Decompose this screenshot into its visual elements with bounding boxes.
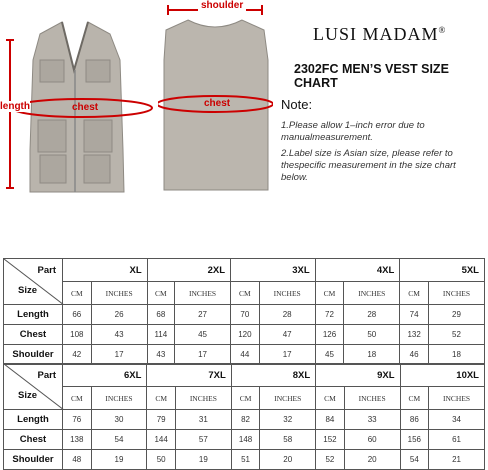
table-cell: 33 xyxy=(344,410,400,430)
table-cell: 17 xyxy=(91,345,147,365)
unit-inches: INCHES xyxy=(428,282,484,305)
table-cell: 21 xyxy=(429,450,485,470)
unit-cm: CM xyxy=(231,387,260,410)
table-row xyxy=(4,305,485,325)
part-label: Part xyxy=(37,370,56,381)
table-cell: 31 xyxy=(175,410,231,430)
table-cell: 47 xyxy=(259,325,315,345)
size-header: 3XL xyxy=(231,259,316,282)
table-cell: 50 xyxy=(344,325,400,345)
unit-inches: INCHES xyxy=(429,387,485,410)
table-cell: 26 xyxy=(91,305,147,325)
table-cell: 152 xyxy=(316,430,345,450)
table-cell: 74 xyxy=(400,305,429,325)
table-cell: 61 xyxy=(429,430,485,450)
table-cell: 54 xyxy=(91,430,147,450)
chest-front-label: chest xyxy=(72,102,99,113)
unit-inches: INCHES xyxy=(344,282,400,305)
table-cell: 57 xyxy=(175,430,231,450)
row-label: Shoulder xyxy=(4,345,63,365)
table-cell: 132 xyxy=(400,325,429,345)
table-cell: 28 xyxy=(259,305,315,325)
unit-cm: CM xyxy=(147,387,176,410)
table-cell: 120 xyxy=(231,325,260,345)
table-cell: 79 xyxy=(147,410,176,430)
table-cell: 32 xyxy=(260,410,316,430)
unit-inches: INCHES xyxy=(91,387,147,410)
table-cell: 54 xyxy=(400,450,429,470)
brand-logo xyxy=(313,24,446,45)
registered-mark: ® xyxy=(438,25,447,35)
shoulder-label: shoulder xyxy=(198,0,246,11)
unit-inches: INCHES xyxy=(344,387,400,410)
size-header: 8XL xyxy=(231,364,315,387)
table-row xyxy=(4,430,485,450)
table-row xyxy=(4,345,485,365)
part-size-corner xyxy=(4,364,63,410)
row-label: Length xyxy=(4,305,63,325)
table-cell: 51 xyxy=(231,450,260,470)
size-table-2 xyxy=(3,363,485,470)
note-heading: Note: xyxy=(281,97,313,112)
table-cell: 108 xyxy=(63,325,92,345)
table-cell: 19 xyxy=(175,450,231,470)
row-label: Chest xyxy=(4,430,63,450)
table-cell: 27 xyxy=(175,305,231,325)
table-cell: 48 xyxy=(63,450,92,470)
size-header: 5XL xyxy=(400,259,485,282)
table-row xyxy=(4,410,485,430)
row-label: Length xyxy=(4,410,63,430)
table-cell: 28 xyxy=(344,305,400,325)
table-cell: 17 xyxy=(175,345,231,365)
note-item-1: 1.Please allow 1–inch error due to manualmeasurement. xyxy=(281,120,425,143)
table-row xyxy=(4,450,485,470)
table-cell: 46 xyxy=(400,345,429,365)
length-label: length xyxy=(0,101,30,112)
table-cell: 86 xyxy=(400,410,429,430)
page-title: 2302FC MEN’S VEST SIZE CHART xyxy=(294,62,449,90)
table-cell: 20 xyxy=(260,450,316,470)
size-header: 2XL xyxy=(147,259,230,282)
table-cell: 82 xyxy=(231,410,260,430)
table-cell: 43 xyxy=(91,325,147,345)
table-cell: 76 xyxy=(63,410,92,430)
unit-cm: CM xyxy=(147,282,174,305)
table-row xyxy=(4,325,485,345)
table-cell: 45 xyxy=(315,345,344,365)
table-cell: 58 xyxy=(260,430,316,450)
table-cell: 19 xyxy=(91,450,147,470)
table-cell: 42 xyxy=(63,345,92,365)
size-header: 4XL xyxy=(315,259,400,282)
size-table-1 xyxy=(3,258,485,365)
unit-cm: CM xyxy=(316,387,345,410)
front-vest-image xyxy=(0,0,160,200)
size-header: 7XL xyxy=(147,364,231,387)
unit-cm: CM xyxy=(400,387,429,410)
table-cell: 45 xyxy=(175,325,231,345)
chest-back-label: chest xyxy=(204,98,231,109)
unit-cm: CM xyxy=(400,282,429,305)
size-label: Size xyxy=(18,390,38,401)
table-cell: 148 xyxy=(231,430,260,450)
table-cell: 44 xyxy=(231,345,260,365)
size-header: 9XL xyxy=(316,364,400,387)
unit-cm: CM xyxy=(231,282,260,305)
table-cell: 84 xyxy=(316,410,345,430)
table-cell: 34 xyxy=(429,410,485,430)
size-header: XL xyxy=(63,259,148,282)
table-cell: 43 xyxy=(147,345,174,365)
size-header: 10XL xyxy=(400,364,484,387)
table-cell: 138 xyxy=(63,430,92,450)
part-size-corner xyxy=(4,259,63,305)
brand-name: LUSI MADAM xyxy=(313,24,439,44)
unit-cm: CM xyxy=(63,387,92,410)
row-label: Chest xyxy=(4,325,63,345)
size-header: 6XL xyxy=(63,364,147,387)
table-cell: 156 xyxy=(400,430,429,450)
table-cell: 126 xyxy=(315,325,344,345)
table-cell: 18 xyxy=(344,345,400,365)
unit-inches: INCHES xyxy=(91,282,147,305)
table-cell: 18 xyxy=(428,345,484,365)
table-cell: 20 xyxy=(344,450,400,470)
table-cell: 29 xyxy=(428,305,484,325)
table-cell: 17 xyxy=(259,345,315,365)
size-label: Size xyxy=(18,285,38,296)
unit-inches: INCHES xyxy=(260,387,316,410)
table-cell: 30 xyxy=(91,410,147,430)
table-cell: 66 xyxy=(63,305,92,325)
table-cell: 68 xyxy=(147,305,174,325)
table-cell: 50 xyxy=(147,450,176,470)
unit-cm: CM xyxy=(315,282,344,305)
table-cell: 70 xyxy=(231,305,260,325)
table-cell: 52 xyxy=(428,325,484,345)
unit-inches: INCHES xyxy=(175,282,231,305)
part-label: Part xyxy=(37,265,56,276)
table-cell: 60 xyxy=(344,430,400,450)
table-cell: 52 xyxy=(316,450,345,470)
unit-cm: CM xyxy=(63,282,92,305)
table-cell: 144 xyxy=(147,430,176,450)
unit-inches: INCHES xyxy=(259,282,315,305)
table-cell: 114 xyxy=(147,325,174,345)
row-label: Shoulder xyxy=(4,450,63,470)
table-cell: 72 xyxy=(315,305,344,325)
unit-inches: INCHES xyxy=(175,387,231,410)
note-item-2: 2.Label size is Asian size, please refer to thespecific measurement in the size chart below. xyxy=(281,148,456,183)
